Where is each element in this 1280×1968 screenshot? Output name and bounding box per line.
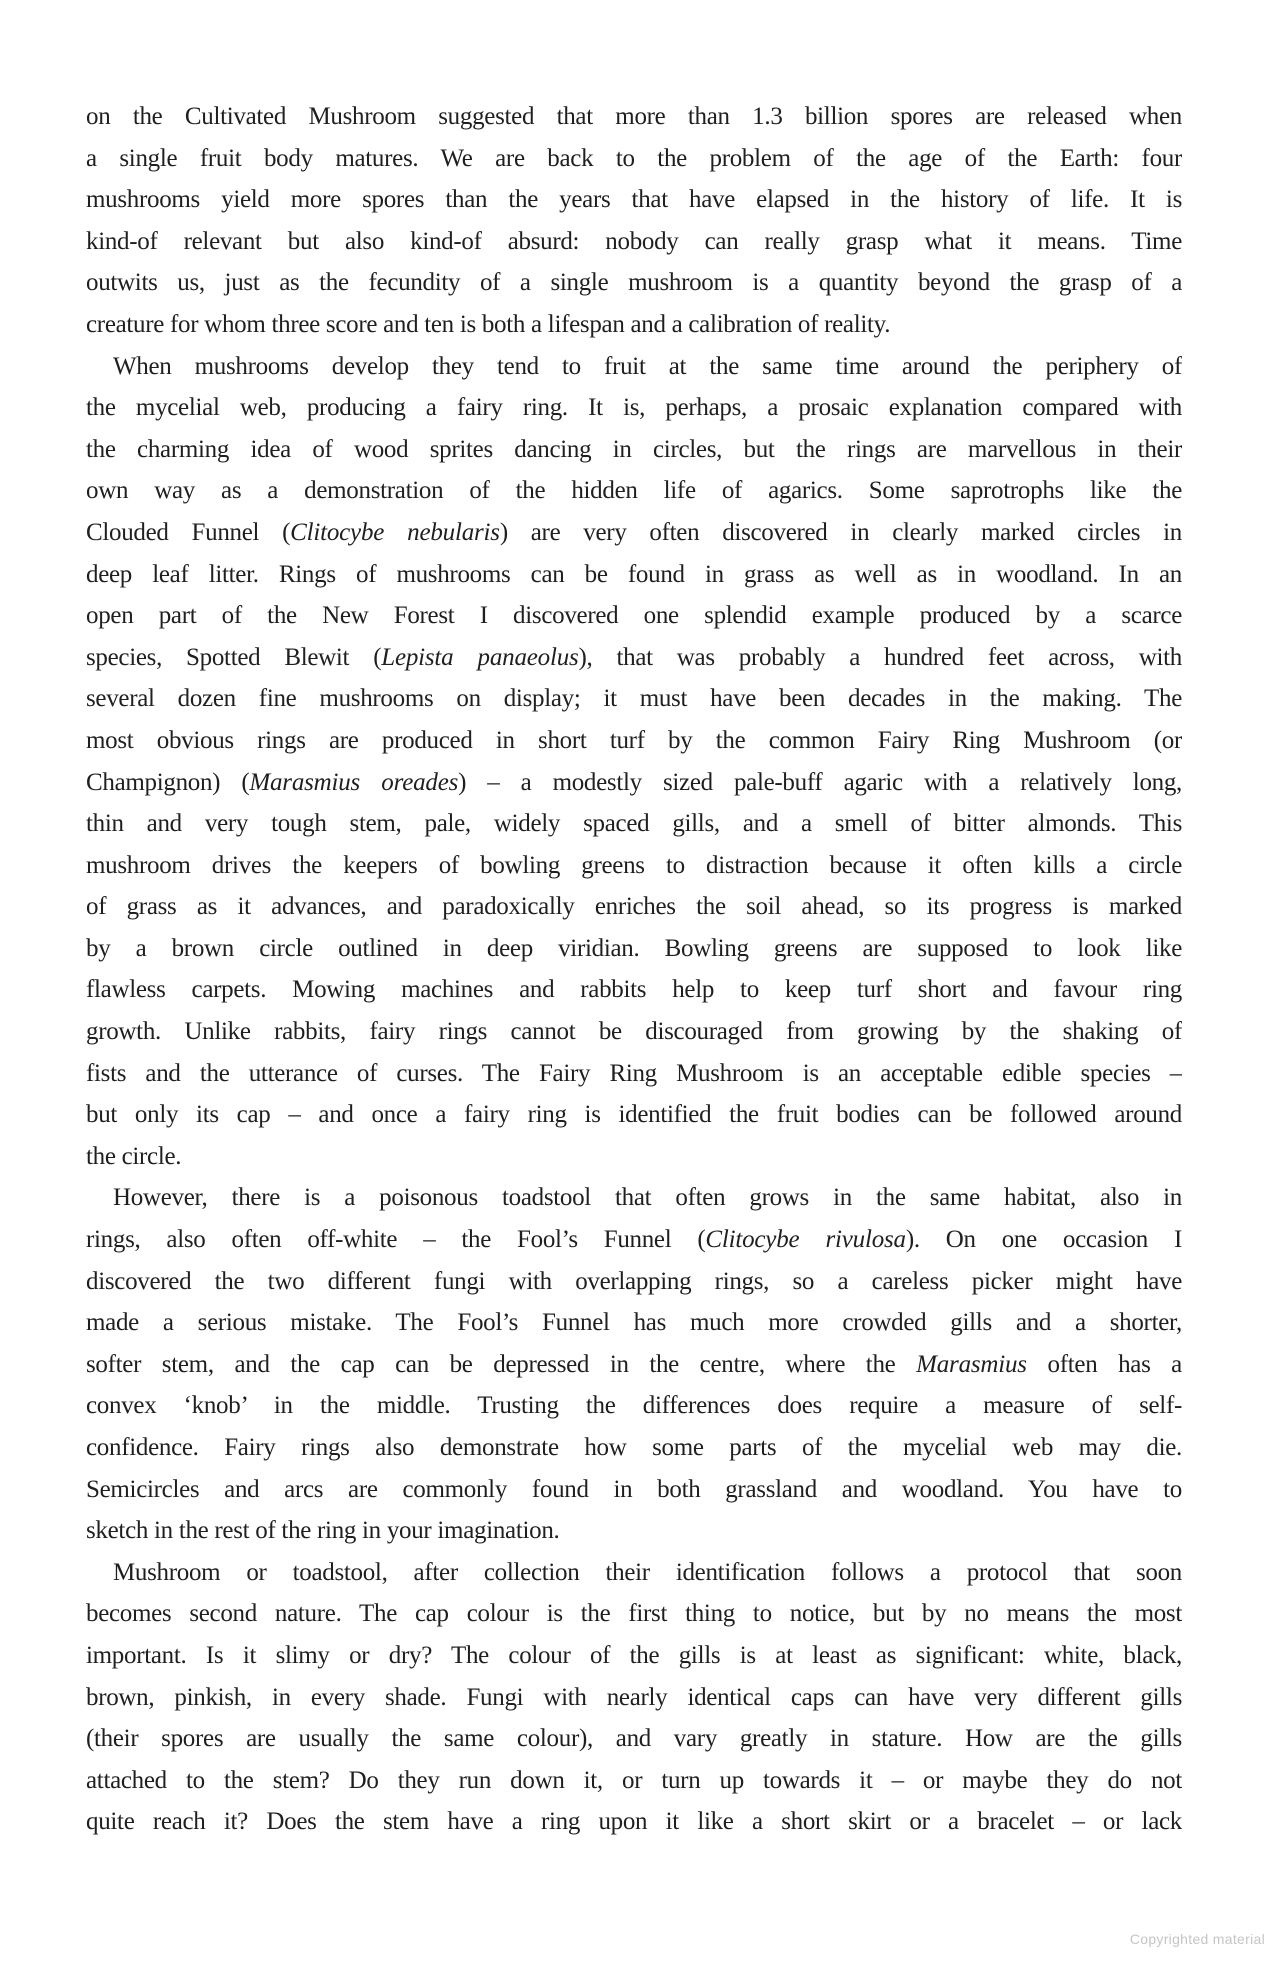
paragraph xyxy=(86,1552,1182,1843)
text-line: quite reach it? Does the stem have a ring upon it like a short skirt or a bracelet – or lack xyxy=(86,1808,1182,1836)
text-line: brown, pinkish, in every shade. Fungi with nearly identical caps can have very different gills xyxy=(86,1683,1182,1711)
text-line: attached to the stem? Do they run down it, or turn up towards it – or maybe they do not xyxy=(86,1766,1182,1794)
paragraph xyxy=(86,346,1182,1178)
text-line: species, Spotted Blewit (Lepista panaeolus), that was probably a hundred feet across, with xyxy=(86,643,1182,671)
text-line: growth. Unlike rabbits, fairy rings cannot be discouraged from growing by the shaking of xyxy=(86,1018,1182,1046)
text-line: Mushroom or toadstool, after collection their identification follows a protocol that soon xyxy=(113,1558,1182,1586)
text-line: softer stem, and the cap can be depressed in the centre, where the Marasmius often has a xyxy=(86,1350,1182,1378)
text-line: fists and the utterance of curses. The Fairy Ring Mushroom is an acceptable edible species – xyxy=(86,1059,1182,1087)
text-line: but only its cap – and once a fairy ring is identified the fruit bodies can be followed around xyxy=(86,1101,1182,1129)
copyright-watermark: Copyrighted material xyxy=(1129,1931,1265,1947)
text-line: creature for whom three score and ten is both a lifespan and a calibration of reality. xyxy=(86,310,891,338)
text-line: sketch in the rest of the ring in your imagination. xyxy=(86,1517,560,1545)
text-line: of grass as it advances, and paradoxically enriches the soil ahead, so its progress is marked xyxy=(86,893,1182,921)
text-line: Semicircles and arcs are commonly found in both grassland and woodland. You have to xyxy=(86,1475,1182,1503)
text-line: several dozen fine mushrooms on display; it must have been decades in the making. The xyxy=(86,685,1182,713)
text-line: most obvious rings are produced in short turf by the common Fairy Ring Mushroom (or xyxy=(86,726,1182,754)
text-line: important. Is it slimy or dry? The colour of the gills is at least as significant: white, black, xyxy=(86,1641,1182,1669)
text-line: rings, also often off-white – the Fool’s Funnel (Clitocybe rivulosa). On one occasion I xyxy=(86,1226,1182,1254)
text-line: the circle. xyxy=(86,1142,182,1170)
text-line: When mushrooms develop they tend to fruit at the same time around the periphery of xyxy=(113,352,1182,380)
text-line: flawless carpets. Mowing machines and rabbits help to keep turf short and favour ring xyxy=(86,976,1182,1004)
text-line: becomes second nature. The cap colour is the first thing to notice, but by no means the most xyxy=(86,1600,1182,1628)
text-line: kind-of relevant but also kind-of absurd: nobody can really grasp what it means. Time xyxy=(86,227,1182,255)
paragraph xyxy=(86,96,1182,346)
text-line: However, there is a poisonous toadstool that often grows in the same habitat, also in xyxy=(113,1184,1182,1212)
text-line: the mycelial web, producing a fairy ring. It is, perhaps, a prosaic explanation compared with xyxy=(86,394,1182,422)
text-line: by a brown circle outlined in deep viridian. Bowling greens are supposed to look like xyxy=(86,934,1182,962)
text-line: made a serious mistake. The Fool’s Funnel has much more crowded gills and a shorter, xyxy=(86,1309,1182,1337)
text-column xyxy=(86,96,1182,1843)
text-line: thin and very tough stem, pale, widely spaced gills, and a smell of bitter almonds. This xyxy=(86,810,1182,838)
text-line: outwits us, just as the fecundity of a single mushroom is a quantity beyond the grasp of a xyxy=(86,269,1182,297)
text-line: confidence. Fairy rings also demonstrate how some parts of the mycelial web may die. xyxy=(86,1434,1182,1461)
text-line: mushroom drives the keepers of bowling greens to distraction because it often kills a circle xyxy=(86,851,1182,879)
text-line: convex ‘knob’ in the middle. Trusting the differences does require a measure of self- xyxy=(86,1392,1182,1420)
text-line: own way as a demonstration of the hidden life of agarics. Some saprotrophs like the xyxy=(86,477,1182,505)
text-line: the charming idea of wood sprites dancing in circles, but the rings are marvellous in their xyxy=(86,435,1182,463)
text-line: Champignon) (Marasmius oreades) – a modestly sized pale-buff agaric with a relatively long, xyxy=(86,768,1182,796)
text-line: (their spores are usually the same colour), and vary greatly in stature. How are the gills xyxy=(86,1725,1182,1753)
text-line: discovered the two different fungi with overlapping rings, so a careless picker might have xyxy=(86,1267,1182,1295)
text-line: deep leaf litter. Rings of mushrooms can be found in grass as well as in woodland. In an xyxy=(86,560,1182,588)
text-line: on the Cultivated Mushroom suggested that more than 1.3 billion spores are released when xyxy=(86,103,1182,130)
text-line: Clouded Funnel (Clitocybe nebularis) are very often discovered in clearly marked circles in xyxy=(86,518,1182,546)
text-line: a single fruit body matures. We are back to the problem of the age of the Earth: four xyxy=(86,144,1182,172)
text-line: open part of the New Forest I discovered one splendid example produced by a scarce xyxy=(86,602,1182,630)
text-line: mushrooms yield more spores than the years that have elapsed in the history of life. It is xyxy=(86,186,1182,214)
paragraph xyxy=(86,1177,1182,1551)
